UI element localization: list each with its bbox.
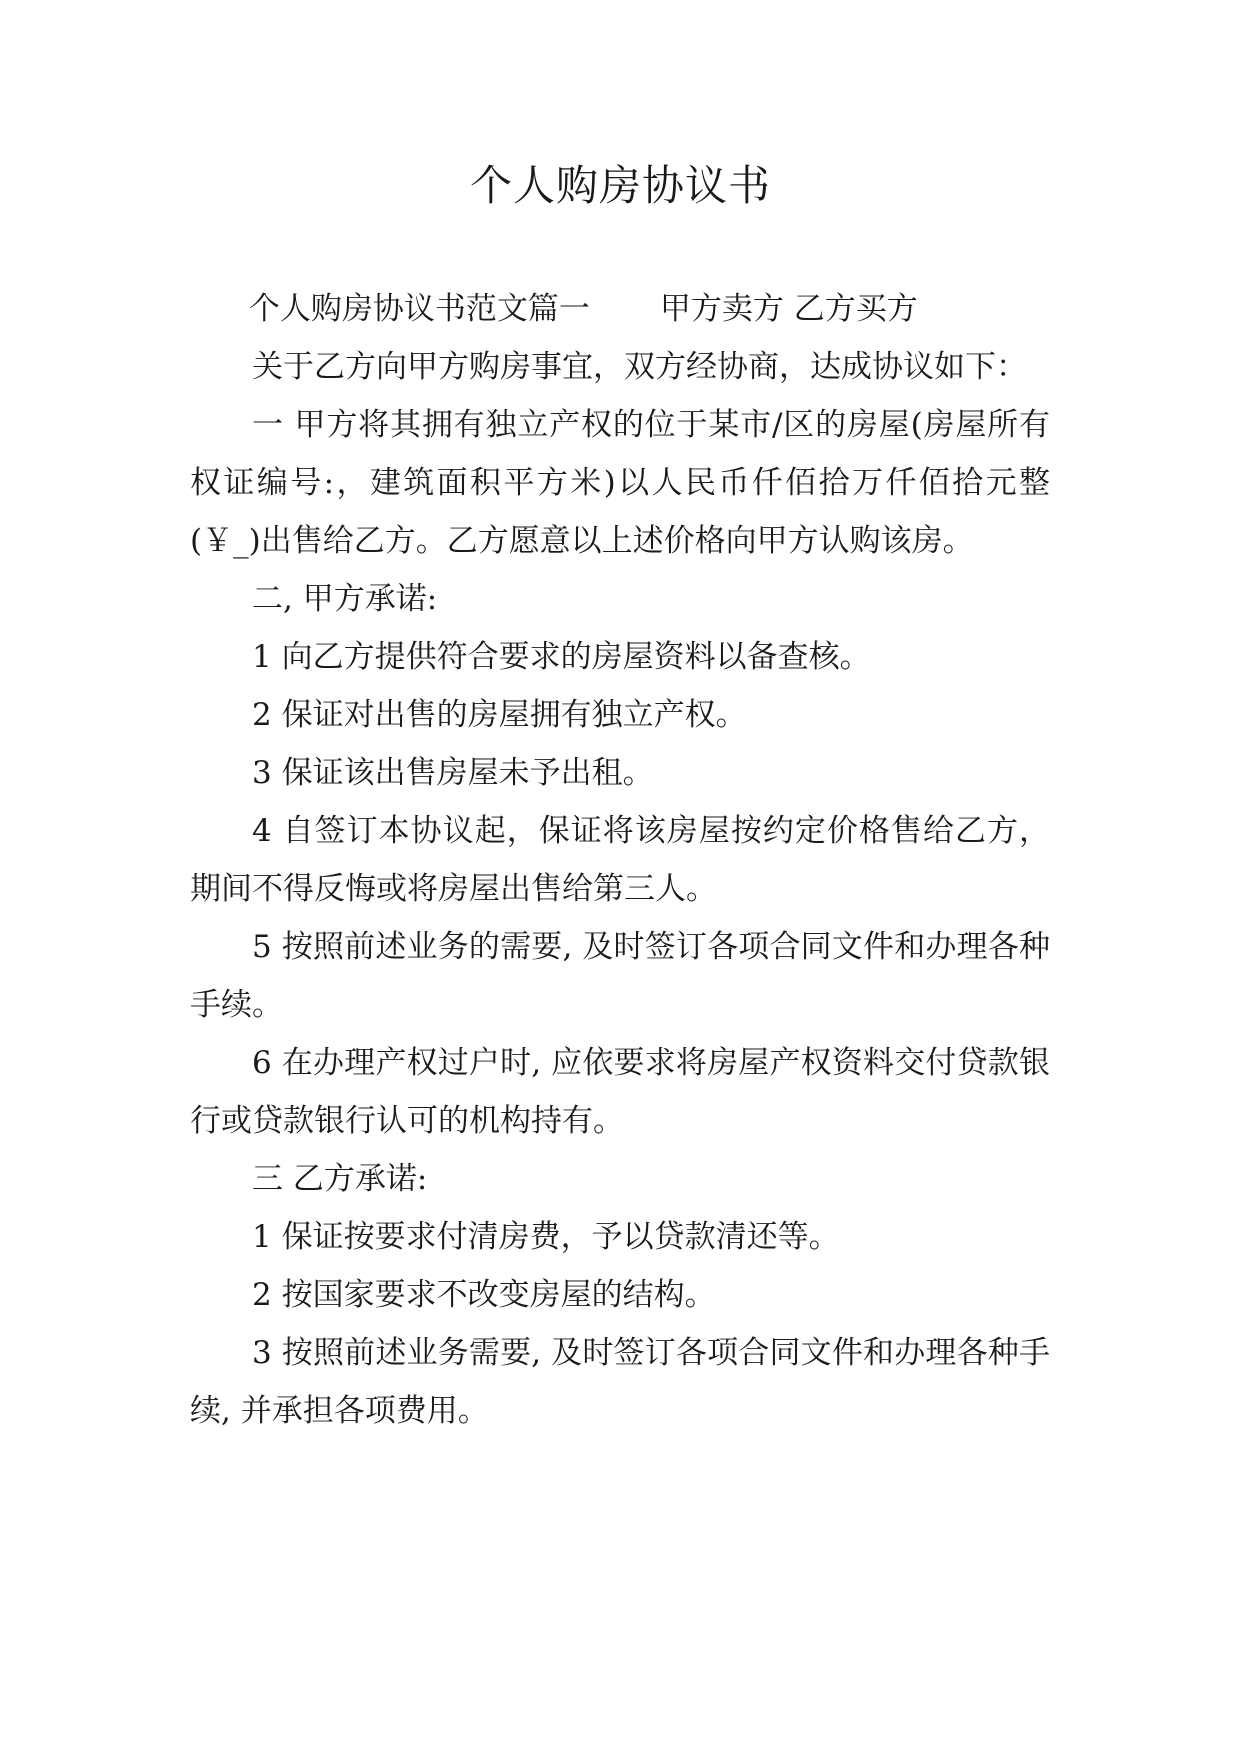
intro-paragraph (190, 280, 1050, 338)
buyer-item-1: 1 保证按要求付清房费，予以贷款清还等。 (252, 1219, 840, 1255)
document-title: 个人购房协议书 (469, 161, 771, 210)
buyer-item-3: 3 按照前述业务需要, 及时签订各项合同文件和办理各种手续, 并承担各项费用。 (190, 1335, 1050, 1429)
seller-item-1: 1 向乙方提供符合要求的房屋资料以备查核。 (252, 639, 871, 675)
heading-seller-promises: 二, 甲方承诺: (252, 581, 438, 617)
paragraph-clause-1: 一 甲方将其拥有独立产权的位于某市/区的房屋(房屋所有权证编号:，建筑面积平方米)以人民币仟佰拾万仟佰拾元整(￥_)出售给乙方。乙方愿意以上述价格向甲方认购该房。 (190, 407, 1050, 559)
seller-item-4: 4 自签订本协议起，保证将该房屋按约定价格售给乙方，期间不得反悔或将房屋出售给第三人。 (190, 813, 1050, 907)
paragraph-preamble: 关于乙方向甲方购房事宜，双方经协商，达成协议如下： (252, 349, 1027, 385)
parties-line: 甲方卖方 乙方买方 (659, 291, 918, 327)
seller-item-3: 3 保证该出售房屋未予出租。 (252, 755, 654, 791)
seller-item-6: 6 在办理产权过户时, 应依要求将房屋产权资料交付贷款银行或贷款银行认可的机构持有。 (190, 1045, 1050, 1139)
seller-item-5: 5 按照前述业务的需要, 及时签订各项合同文件和办理各种手续。 (190, 929, 1050, 1023)
buyer-item-2: 2 按国家要求不改变房屋的结构。 (252, 1277, 716, 1313)
heading-buyer-promises: 三 乙方承诺: (252, 1161, 428, 1197)
sample-label: 个人购房协议书范文篇一 (248, 291, 590, 327)
seller-item-2: 2 保证对出售的房屋拥有独立产权。 (252, 697, 747, 733)
document-body (190, 280, 1050, 1440)
